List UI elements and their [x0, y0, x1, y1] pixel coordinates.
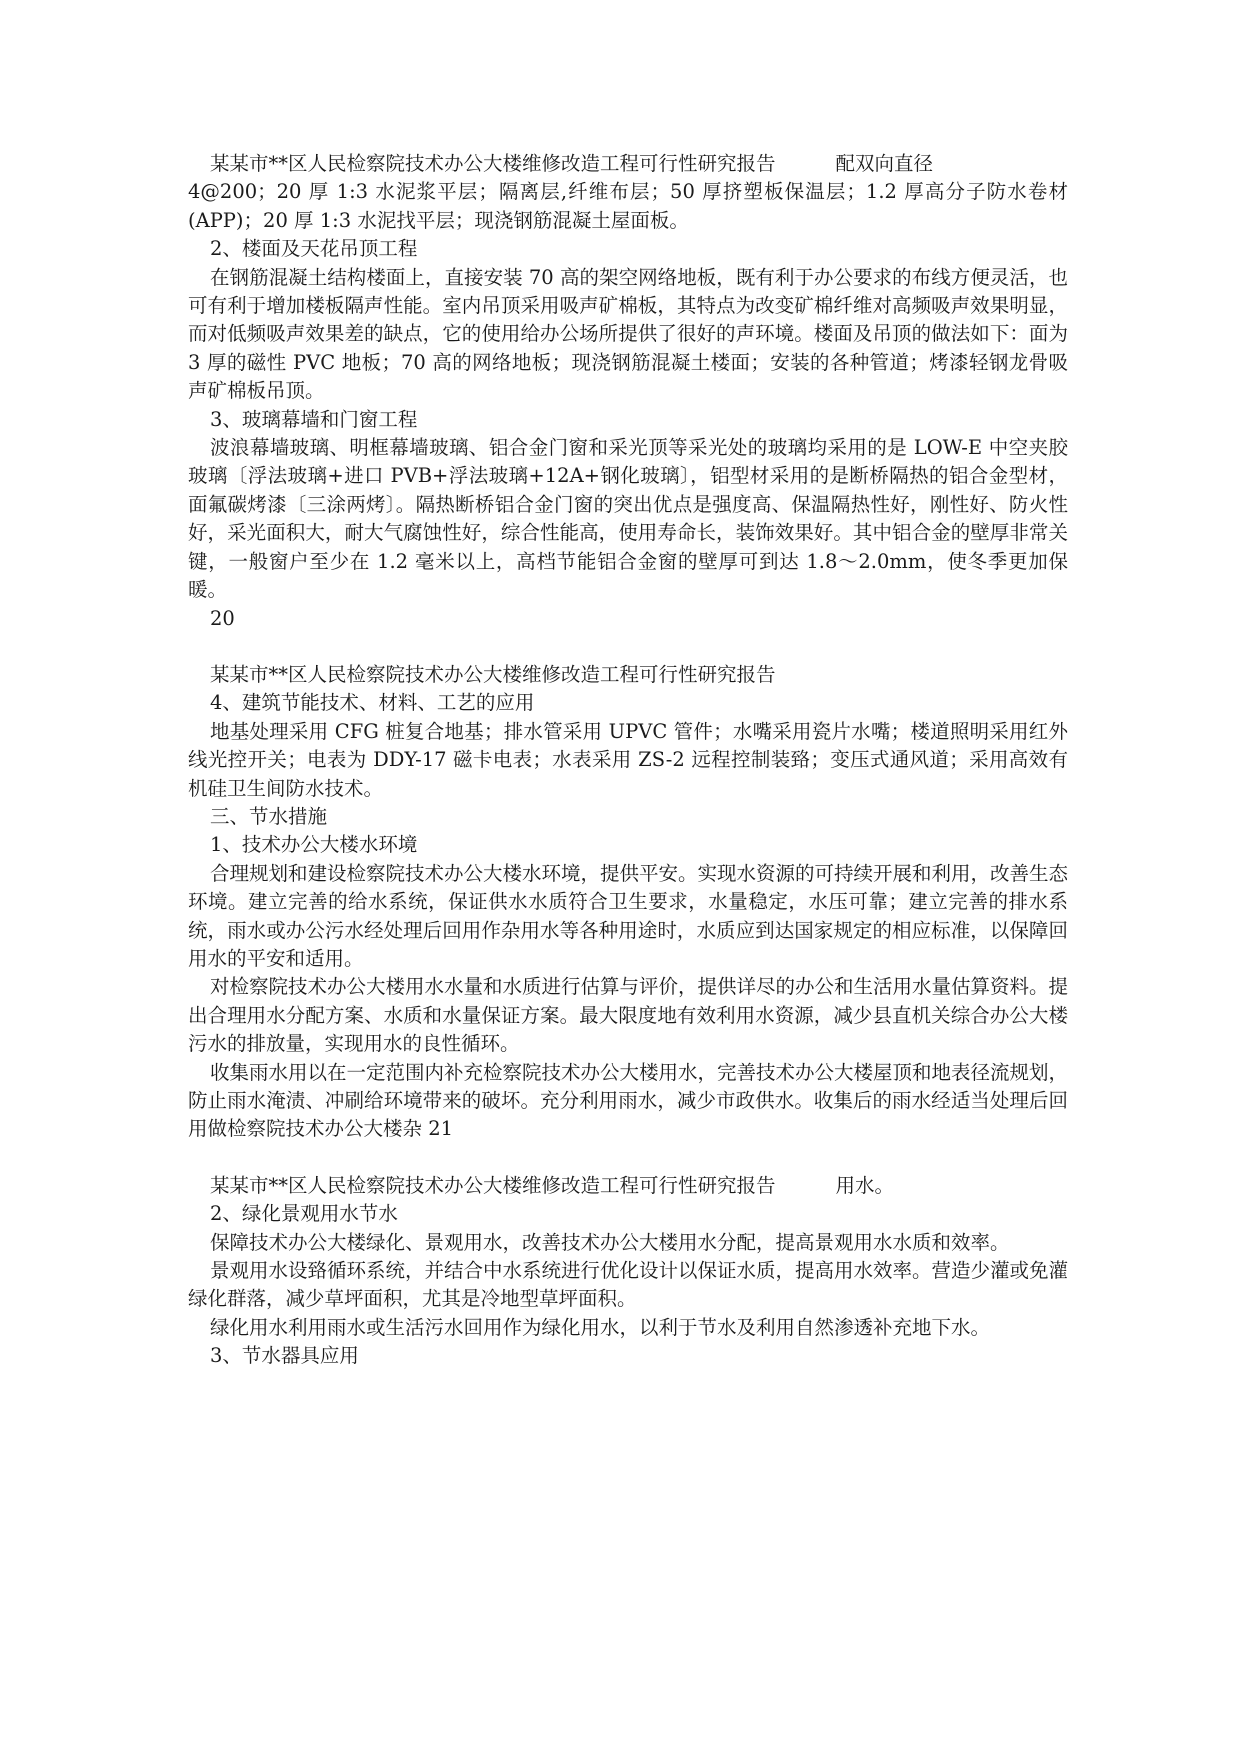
section-heading: 三、节水措施	[210, 804, 328, 828]
paragraph: 波浪幕墙玻璃、明框幕墙玻璃、铝合金门窗和采光顶等采光处的玻璃均采用的是 LOW-E 中空夹胶玻璃〔浮法玻璃+进口 PVB+浮法玻璃+12A+钢化玻璃〕，铝型材采用的是断桥隔热的铝合金型材，面氟碳烤漆〔三涂两烤〕。隔热断桥铝合金门窗的突出优点是强度高、保温隔热性好，刚性好、防火性好，采光面积大，耐大气腐蚀性好，综合性能高，使用寿命长，装饰效果好。其中铝合金的壁厚非常关键，一般窗户至少在 1.2 毫米以上，高档节能铝合金窗的壁厚可到达 1.8～2.0mm，使冬季更加保暖。	[188, 436, 1068, 602]
section-heading: 3、玻璃幕墙和门窗工程	[210, 407, 418, 431]
paragraph: 4@200；20 厚 1:3 水泥浆平层；隔离层,纤维布层；50 厚挤塑板保温层；1.2 厚高分子防水卷材(APP)；20 厚 1:3 水泥找平层；现浇钢筋混凝土屋面板。	[188, 180, 1068, 232]
header-tail-text: 配双向直径	[835, 152, 934, 175]
running-header-1	[188, 150, 1068, 178]
running-header-2: 某某市**区人民检察院技术办公大楼维修改造工程可行性研究报告	[210, 662, 776, 686]
paragraph: 对检察院技术办公大楼用水水量和水质进行估算与评价，提供详尽的办公和生活用水量估算资料。提出合理用水分配方案、水质和水量保证方案。最大限度地有效利用水资源，减少县直机关综合办公大楼污水的排放量，实现用水的良性循环。	[188, 975, 1069, 1056]
paragraph: 绿化用水利用雨水或生活污水回用作为绿化用水，以利于节水及利用自然渗透补充地下水。	[210, 1315, 991, 1339]
section-heading: 2、楼面及天花吊顶工程	[210, 237, 418, 261]
page-number: 20	[210, 606, 235, 630]
section-heading: 3、节水器具应用	[210, 1344, 359, 1368]
document-page	[188, 150, 1068, 1371]
running-header-3	[188, 1172, 1068, 1200]
header-tail-text: 用水。	[835, 1173, 895, 1197]
paragraph: 景观用水设臵循环系统，并结合中水系统进行优化设计以保证水质，提高用水效率。营造少灌或免灌绿化群落，减少草坪面积，尤其是冷地型草坪面积。	[188, 1259, 1069, 1311]
paragraph: 收集雨水用以在一定范围内补充检察院技术办公大楼用水，完善技术办公大楼屋顶和地表径流规划，防止雨水淹渍、冲刷给环境带来的破坏。充分利用雨水，减少市政供水。收集后的雨水经适当处理后回用做检察院技术办公大楼杂 21	[188, 1060, 1069, 1141]
paragraph: 地基处理采用 CFG 桩复合地基；排水管采用 UPVC 管件；水嘴采用瓷片水嘴；楼道照明采用红外线光控开关；电表为 DDY-17 磁卡电表；水表采用 ZS-2 远程控制装臵；变压式通风道；采用高效有机硅卫生间防水技术。	[188, 719, 1068, 800]
header-title: 某某市**区人民检察院技术办公大楼维修改造工程可行性研究报告	[210, 1173, 776, 1197]
paragraph: 保障技术办公大楼绿化、景观用水，改善技术办公大楼用水分配，提高景观用水水质和效率。	[210, 1230, 1010, 1254]
section-heading: 2、绿化景观用水节水	[210, 1202, 398, 1226]
section-heading: 4、建筑节能技术、材料、工艺的应用	[210, 691, 535, 715]
header-title: 某某市**区人民检察院技术办公大楼维修改造工程可行性研究报告	[210, 152, 776, 175]
paragraph: 在钢筋混凝土结构楼面上，直接安装 70 高的架空网络地板，既有利于办公要求的布线方便灵活，也可有利于增加楼板隔声性能。室内吊顶采用吸声矿棉板，其特点为改变矿棉纤维对高频吸声效果明显，而对低频吸声效果差的缺点，它的使用给办公场所提供了很好的声环境。楼面及吊顶的做法如下：面为 3 厚的磁性 PVC 地板；70 高的网络地板；现浇钢筋混凝土楼面；安装的各种管道；烤漆轻钢龙骨吸声矿棉板吊顶。	[188, 265, 1068, 403]
page-break-gap	[188, 1144, 1068, 1172]
section-heading: 1、技术办公大楼水环境	[210, 833, 418, 857]
paragraph: 合理规划和建设检察院技术办公大楼水环境，提供平安。实现水资源的可持续开展和利用，改善生态环境。建立完善的给水系统，保证供水水质符合卫生要求，水量稳定，水压可靠；建立完善的排水系统，雨水或办公污水经处理后回用作杂用水等各种用途时，水质应到达国家规定的相应标准，以保障回用水的平安和适用。	[188, 861, 1069, 970]
page-break-gap	[188, 633, 1068, 661]
